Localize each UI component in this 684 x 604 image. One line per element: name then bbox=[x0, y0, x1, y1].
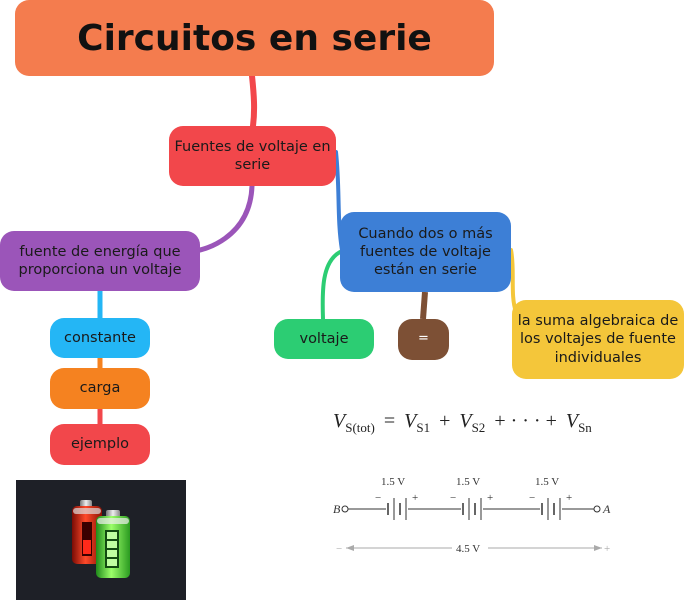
cell-2-label: 1.5 V bbox=[456, 476, 481, 488]
fuentes-de-voltaje-node[interactable] bbox=[169, 126, 336, 186]
title-node[interactable] bbox=[15, 0, 494, 76]
cell-3-minus: − bbox=[529, 492, 536, 504]
constante-node[interactable] bbox=[50, 318, 150, 358]
terminal-a bbox=[594, 506, 600, 512]
voltaje-text: voltaje bbox=[299, 330, 349, 347]
connector-cuando-voltaje bbox=[323, 252, 340, 319]
cell-3-plus: + bbox=[566, 492, 573, 504]
cell-1-label: 1.5 V bbox=[381, 476, 406, 488]
voltaje-node[interactable] bbox=[274, 319, 374, 359]
total-voltage-label: 4.5 V bbox=[456, 543, 481, 555]
cell-2-minus: − bbox=[450, 492, 457, 504]
cell-3 bbox=[529, 476, 572, 520]
ejemplo-node[interactable] bbox=[50, 424, 150, 465]
total-voltage-arrow bbox=[336, 543, 610, 555]
series-circuit-diagram bbox=[330, 470, 620, 560]
formula-tn-sub: Sn bbox=[578, 420, 592, 435]
constante-text: constante bbox=[64, 329, 136, 346]
cell-1-minus: − bbox=[375, 492, 382, 504]
connector-title-fuentes bbox=[252, 76, 254, 126]
cuando-dos-fuentes-text: Cuando dos o más fuentes de voltaje están en serie bbox=[358, 225, 493, 279]
equals-text: = bbox=[418, 331, 429, 347]
formula-t1-symbol: V bbox=[404, 410, 417, 432]
terminal-b bbox=[342, 506, 348, 512]
formula-equals: = bbox=[383, 410, 396, 432]
formula-dots: + · · · + bbox=[494, 410, 557, 432]
connector-cuando-suma bbox=[511, 250, 516, 312]
series-voltage-formula bbox=[333, 410, 592, 436]
battery-image bbox=[16, 480, 186, 600]
carga-text: carga bbox=[79, 380, 121, 397]
total-plus: + bbox=[604, 543, 611, 555]
formula-lhs-sub: S(tot) bbox=[345, 420, 375, 435]
suma-algebraica-node[interactable] bbox=[512, 300, 684, 379]
formula-tn-symbol: V bbox=[565, 410, 579, 432]
formula-plus: + bbox=[439, 410, 451, 432]
total-minus: − bbox=[336, 543, 343, 555]
battery-icon bbox=[16, 480, 186, 600]
fuentes-de-voltaje-text: Fuentes de voltaje en serie bbox=[174, 138, 331, 173]
cuando-dos-fuentes-node[interactable] bbox=[340, 212, 511, 292]
cell-3-label: 1.5 V bbox=[535, 476, 560, 488]
formula-lhs-symbol: V bbox=[333, 410, 346, 432]
formula-t2-sub: S2 bbox=[471, 420, 486, 435]
fuente-de-energia-node[interactable] bbox=[0, 231, 200, 291]
formula-t1-sub: S1 bbox=[416, 420, 431, 435]
title-text: Circuitos en serie bbox=[77, 17, 432, 59]
formula-t2-symbol: V bbox=[459, 410, 472, 432]
terminal-a-label: A bbox=[603, 502, 611, 516]
suma-algebraica-text: la suma algebraica de los voltajes de fuente individuales bbox=[517, 313, 679, 366]
fuente-de-energia-text: fuente de energía que proporciona un voltaje bbox=[18, 243, 182, 278]
cell-2-plus: + bbox=[487, 492, 494, 504]
equals-node[interactable] bbox=[398, 319, 449, 360]
terminal-b-label: B bbox=[333, 502, 341, 516]
connector-fuentes-energia bbox=[200, 186, 252, 250]
cell-1-plus: + bbox=[412, 492, 419, 504]
cell-2 bbox=[450, 476, 493, 520]
cell-1 bbox=[375, 476, 418, 520]
ejemplo-text: ejemplo bbox=[70, 436, 130, 453]
carga-node[interactable] bbox=[50, 368, 150, 409]
connector-cuando-igual bbox=[423, 292, 425, 319]
